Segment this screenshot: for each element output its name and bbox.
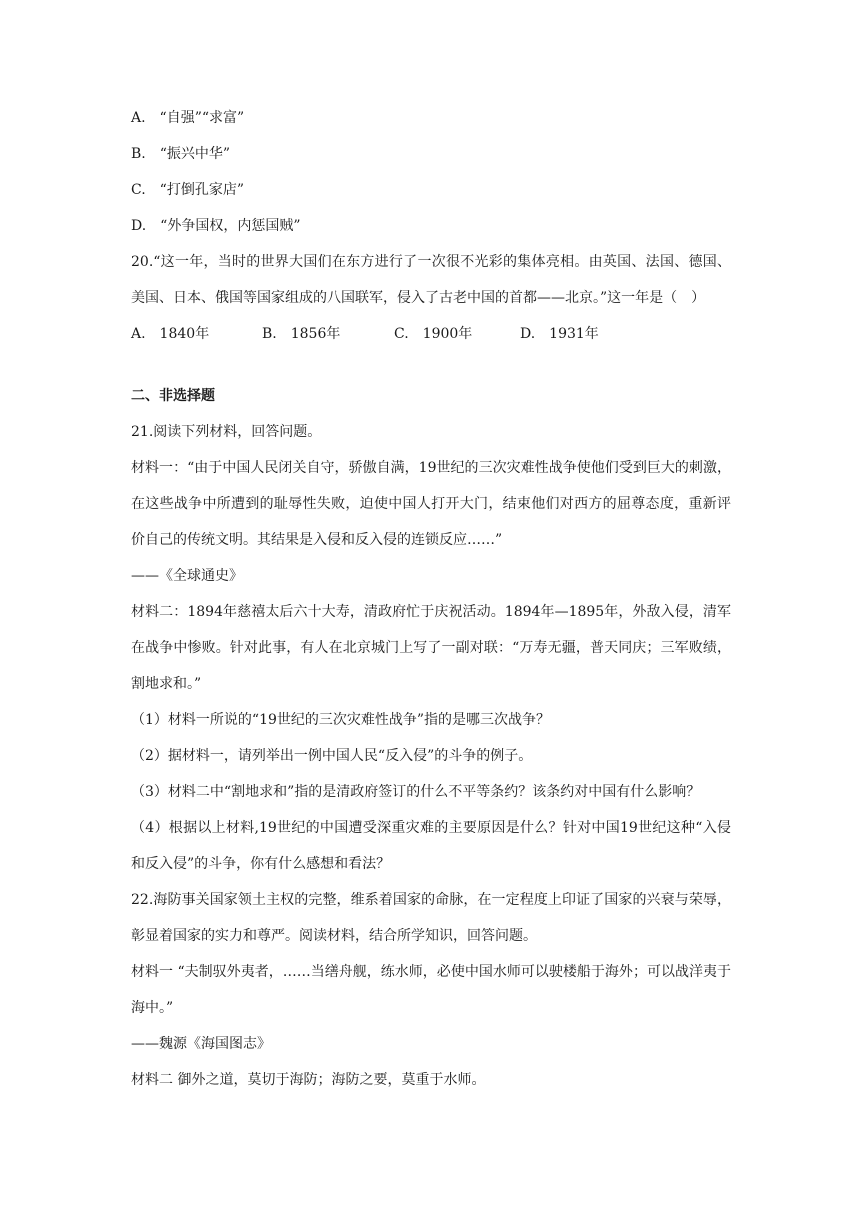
q20-stem: 20.“这一年，当时的世界大国们在东方进行了一次很不光彩的集体亮相。由英国、法国、德国、美国、日本、俄国等国家组成的八国联军，侵入了古老中国的首都——北京。”这一年是（ ） [131, 254, 731, 306]
q19-option-a: A. “自强”“求富” [131, 110, 245, 126]
q20-option-b: B. 1856年 [262, 326, 341, 342]
section-title: 二、非选择题 [131, 388, 215, 404]
q21-source-1: ——《全球通史》 [131, 568, 243, 584]
q21-material-2: 材料二：1894年慈禧太后六十大寿，清政府忙于庆祝活动。1894年—1895年，外敌入侵，清军在战争中惨败。针对此事，有人在北京城门上写了一副对联：“万寿无疆，普天同庆；三军败绩，割地求和。” [131, 604, 731, 692]
q21-material-1: 材料一：“由于中国人民闭关自守，骄傲自满，19世纪的三次灾难性战争使他们受到巨大的刺激，在这些战争中所遭到的耻辱性失败，迫使中国人打开大门，结束他们对西方的屈尊态度，重新评价自己的传统文明。其结果是入侵和反入侵的连锁反应……” [131, 460, 731, 548]
q21-subquestion-4: （4）根据以上材料,19世纪的中国遭受深重灾难的主要原因是什么？针对中国19世纪这种“入侵和反入侵”的斗争，你有什么感想和看法？ [131, 820, 731, 872]
q19-option-d: D. “外争国权，内惩国贼” [131, 218, 301, 234]
q22-source-1: ——魏源《海国图志》 [131, 1036, 271, 1052]
q22-stem: 22.海防事关国家领土主权的完整，维系着国家的命脉，在一定程度上印证了国家的兴衰与荣辱，彰显着国家的实力和尊严。阅读材料，结合所学知识，回答问题。 [131, 892, 731, 944]
q20-options [131, 316, 731, 352]
q21-subquestion-3: （3）材料二中“割地求和”指的是清政府签订的什么不平等条约？该条约对中国有什么影响？ [131, 784, 701, 800]
q21-stem: 21.阅读下列材料，回答问题。 [131, 424, 322, 440]
document-page [131, 100, 731, 1098]
q20-option-c: C. 1900年 [394, 326, 473, 342]
q22-material-1: 材料一 “夫制驭外夷者，……当缮舟舰，练水师，必使中国水师可以驶楼船于海外；可以战洋夷于海中。” [131, 964, 731, 1016]
q21-subquestion-1: （1）材料一所说的“19世纪的三次灾难性战争”指的是哪三次战争？ [131, 712, 551, 728]
q21-subquestion-2: （2）据材料一，请列举出一例中国人民“反入侵”的斗争的例子。 [131, 748, 533, 764]
q19-option-c: C. “打倒孔家店” [131, 182, 244, 198]
q20-option-d: D. 1931年 [520, 326, 599, 342]
section-gap [131, 352, 731, 378]
q22-material-2: 材料二 御外之道，莫切于海防；海防之要，莫重于水师。 [131, 1072, 486, 1088]
q19-option-b: B. “振兴中华” [131, 146, 231, 162]
q20-option-a: A. 1840年 [131, 326, 210, 342]
